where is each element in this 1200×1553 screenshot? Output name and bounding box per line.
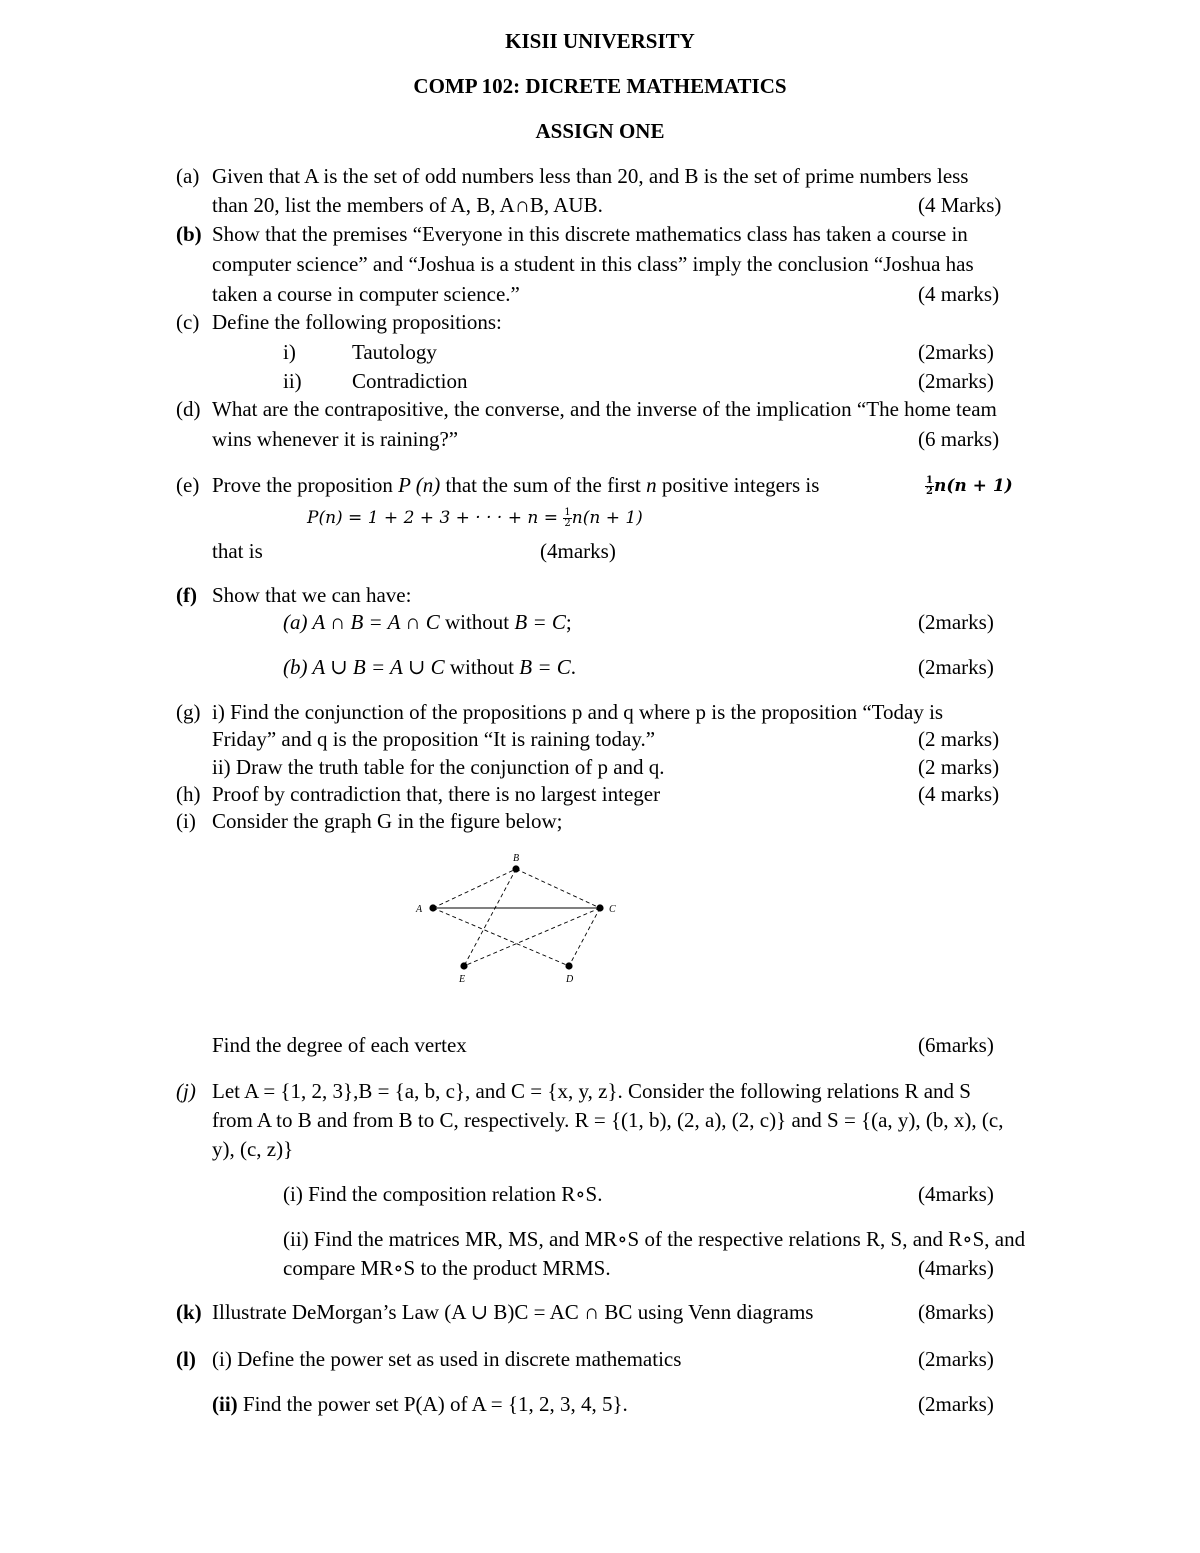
question-k-line1: Illustrate DeMorgan’s Law (A ∪ B)C = AC ∩ BC using Venn diagrams: [212, 1300, 814, 1324]
question-g-line1: i) Find the conjunction of the propositions p and q where p is the proposition “Today is: [212, 700, 944, 724]
vertex-label-c: C: [609, 904, 616, 915]
question-g-marks2: (2 marks): [918, 755, 1000, 779]
question-j-line1: Let A = {1, 2, 3},B = {a, b, c}, and C = {x, y, z}. Consider the following relations R and S: [212, 1079, 971, 1103]
question-i-marks: (6marks): [918, 1033, 994, 1057]
vertex-e: [460, 962, 467, 969]
question-g-line2: Friday” and q is the proposition “It is raining today.”: [212, 727, 656, 751]
question-e-that-is: that is: [212, 539, 263, 563]
vertex-label-d: D: [566, 974, 574, 985]
question-a-marks: (4 Marks): [918, 193, 1002, 217]
vertex-label-b: B: [513, 853, 520, 864]
question-b-line2: computer science” and “Joshua is a student in this class” imply the conclusion “Joshua has: [212, 252, 974, 276]
question-e-formula: P(n) = 1 + 2 + 3 + · · · + n = $\frac{1}{2}$ n(n + 1): [307, 507, 643, 529]
question-f-part-a-marks: (2marks): [918, 610, 994, 634]
question-e-marks: (4marks): [540, 539, 616, 563]
question-a-line1: Given that A is the set of odd numbers less than 20, and B is the set of prime numbers less: [212, 164, 969, 188]
question-b-line3: taken a course in computer science.”: [212, 282, 520, 306]
course-title: COMP 102: DICRETE MATHEMATICS: [413, 74, 787, 98]
question-j-label: (j): [176, 1079, 196, 1103]
vertex-d: [565, 962, 572, 969]
vertex-b: [512, 865, 519, 872]
edge-c-d: [569, 908, 600, 966]
graph-g-figure: [400, 850, 660, 990]
question-c-item2-text: Contradiction: [352, 369, 468, 393]
edge-a-d: [433, 908, 569, 966]
question-j-line2: from A to B and from B to C, respectively. R = {(1, b), (2, a), (2, c)} and S = {(a, y), (b, x), (c,: [212, 1108, 1004, 1132]
question-g-label: (g): [176, 700, 201, 724]
question-d-label: (d): [176, 397, 201, 421]
question-l-part-ii-marks: (2marks): [918, 1392, 994, 1416]
edge-b-c: [516, 869, 600, 908]
vertex-c: [596, 904, 603, 911]
question-j-line3: y), (c, z)}: [212, 1137, 294, 1161]
question-b-label: (b): [176, 222, 202, 246]
question-j-part-i: (i) Find the composition relation R∘S.: [283, 1182, 603, 1206]
vertex-label-e: E: [459, 974, 466, 985]
question-c-item1-text: Tautology: [352, 340, 437, 364]
question-a-line2: than 20, list the members of A, B, A∩B, AUB.: [212, 193, 603, 217]
edge-b-e: [464, 869, 516, 966]
question-e-formula-short: $\frac{1}{2}$ n(n + 1): [926, 475, 1013, 497]
question-d-line2: wins whenever it is raining?”: [212, 427, 459, 451]
question-j-part-ii-marks: (4marks): [918, 1256, 994, 1280]
question-f-part-b: (b) A ∪ B = A ∪ C without B = C.: [283, 655, 577, 679]
question-h-label: (h): [176, 782, 201, 806]
question-f-part-b-marks: (2marks): [918, 655, 994, 679]
question-d-marks: (6 marks): [918, 427, 1000, 451]
question-g-marks1: (2 marks): [918, 727, 1000, 751]
question-j-part-i-marks: (4marks): [918, 1182, 994, 1206]
question-c-label: (c): [176, 310, 200, 334]
edge-a-b: [433, 869, 516, 908]
question-f-line1: Show that we can have:: [212, 583, 412, 607]
question-l-label: (l): [176, 1347, 196, 1371]
question-c-item1-num: i): [283, 340, 296, 364]
vertex-a: [429, 904, 436, 911]
question-h-line1: Proof by contradiction that, there is no largest integer: [212, 782, 661, 806]
question-b-line1: Show that the premises “Everyone in this discrete mathematics class has taken a course in: [212, 222, 968, 246]
question-j-part-ii-line2: compare MR∘S to the product MRMS.: [283, 1256, 611, 1280]
question-i-label: (i): [176, 809, 196, 833]
question-e-label: (e): [176, 473, 200, 497]
question-i-line2: Find the degree of each vertex: [212, 1033, 467, 1057]
vertex-label-a: A: [416, 904, 423, 915]
question-k-marks: (8marks): [918, 1300, 994, 1324]
edge-c-e: [464, 908, 600, 966]
question-c-item2-marks: (2marks): [918, 369, 994, 393]
question-c-item2-num: ii): [283, 369, 302, 393]
question-h-marks: (4 marks): [918, 782, 1000, 806]
question-c-item1-marks: (2marks): [918, 340, 994, 364]
university-title: KISII UNIVERSITY: [505, 29, 695, 53]
question-j-part-ii-line1: (ii) Find the matrices MR, MS, and MR∘S of the respective relations R, S, and R∘S, and: [283, 1227, 1026, 1251]
question-e-line1: Prove the proposition P (n) that the sum of the first n positive integers is: [212, 473, 820, 497]
question-c-line1: Define the following propositions:: [212, 310, 502, 334]
question-f-part-a: (a) A ∩ B = A ∩ C without B = C;: [283, 610, 572, 634]
question-f-label: (f): [176, 583, 197, 607]
question-l-part-i-marks: (2marks): [918, 1347, 994, 1371]
question-g-line3: ii) Draw the truth table for the conjunction of p and q.: [212, 755, 665, 779]
question-l-part-i: (i) Define the power set as used in discrete mathematics: [212, 1347, 682, 1371]
question-b-marks: (4 marks): [918, 282, 1000, 306]
question-a-label: (a): [176, 164, 200, 188]
assignment-title: ASSIGN ONE: [535, 119, 665, 143]
question-i-line1: Consider the graph G in the figure below;: [212, 809, 563, 833]
question-d-line1: What are the contrapositive, the converse, and the inverse of the implication “The home team: [212, 397, 997, 421]
question-l-part-ii: (ii) Find the power set P(A) of A = {1, 2, 3, 4, 5}.: [212, 1392, 628, 1416]
question-k-label: (k): [176, 1300, 202, 1324]
